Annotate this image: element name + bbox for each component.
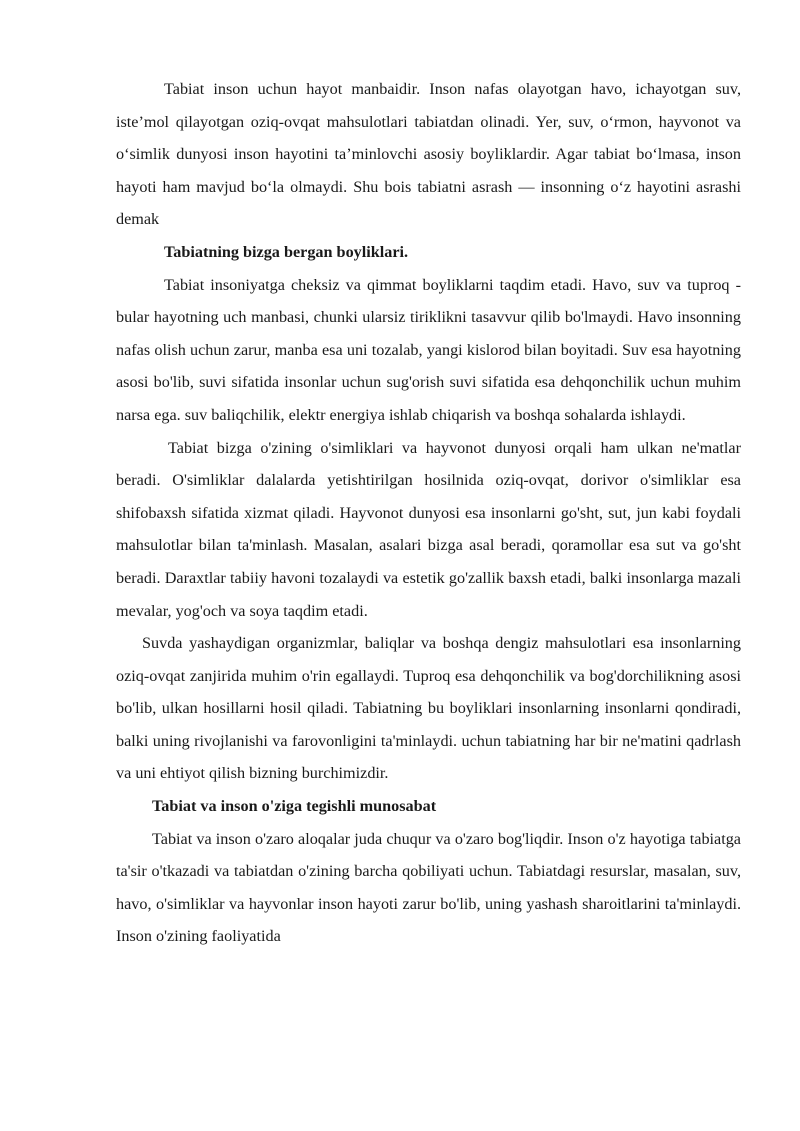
paragraph-relation: Tabiat va inson o'zaro aloqalar juda chuqur va o'zaro bog'liqdir. Inson o'z hayotiga tabiatga ta'sir o'tkazadi va tabiatdan o'zining barcha qobiliyati uchun. Tabiatdagi resurslar, masalan, suv, havo, o'simliklar va hayvonlar inson hayoti zarur bo'lib, uning yashash sharoitlarini ta'minlaydi. Inson o'zining faoliyatida xyxy=(116,829,741,946)
paragraph-aquatic-soil: Suvda yashaydigan organizmlar, baliqlar va boshqa dengiz mahsulotlari esa insonlarning oziq-ovqat zanjirida muhim o'rin egallaydi. Tuproq esa dehqonchilik va bog'dorchilikning asosi bo'lib, ulkan hosillarni hosil qiladi. Tabiatning bu boyliklari insonlarning insonlarni qondiradi, balki uning rivojlanishi va farovonligini ta'minlaydi. uchun tabiatning har bir ne'matini qadrlash va uni ehtiyot qilish bizning burchimizdir. xyxy=(116,634,741,783)
paragraph-air-water-soil: Tabiat insoniyatga cheksiz va qimmat boyliklarni taqdim etadi. Havo, suv va tuproq - bular hayotning uch manbasi, chunki ularsiz tiriklikni tasavvur qilib bo'lmaydi. Havo insonning nafas olish uchun zarur, manba esa uni tozalab, yangi kislorod bilan boyitadi. Suv esa hayotning asosi bo'lib, suvi sifatida insonlar uchun sug'orish suvi sifatida esa dehqonchilik uchun muhim narsa ega. suv baliqchilik, elektr energiya ishlab chiqarish va boshqa sohalarda ishlaydi. xyxy=(116,275,741,424)
document-body xyxy=(116,73,741,953)
heading-nature-riches: Tabiatning bizga bergan boyliklari. xyxy=(164,242,409,261)
paragraph-plants-animals: Tabiat bizga o'zining o'simliklari va hayvonot dunyosi orqali ham ulkan ne'matlar beradi. O'simliklar dalalarda yetishtirilgan hosilnida oziq-ovqat, dorivor o'simliklar esa shifobaxsh sifatida xizmat qiladi. Hayvonot dunyosi esa insonlarni go'sht, sut, jun kabi foydali mahsulotlar bilan ta'minlash. Masalan, asalari bizga asal beradi, qoramollar esa sut va go'sht beradi. Daraxtlar tabiiy havoni tozalaydi va estetik go'zallik baxsh etadi, balki insonlarga mazali mevalar, yog'och va soya taqdim etadi. xyxy=(116,438,741,620)
heading-nature-human-relation: Tabiat va inson o'ziga tegishli munosabat xyxy=(152,797,437,816)
paragraph-intro: Tabiat inson uchun hayot manbaidir. Inson nafas olayotgan havo, ichayotgan suv, iste’mol qilayotgan oziq-ovqat mahsulotlari tabiatdan olinadi. Yer, suv, o‘rmon, hayvonot va o‘simlik dunyosi inson hayotini ta’minlovchi asosiy boyliklardir. Agar tabiat bo‘lmasa, inson hayoti ham mavjud bo‘la olmaydi. Shu bois tabiatni asrash — insonning o‘z hayotini asrashi demak xyxy=(116,80,741,229)
